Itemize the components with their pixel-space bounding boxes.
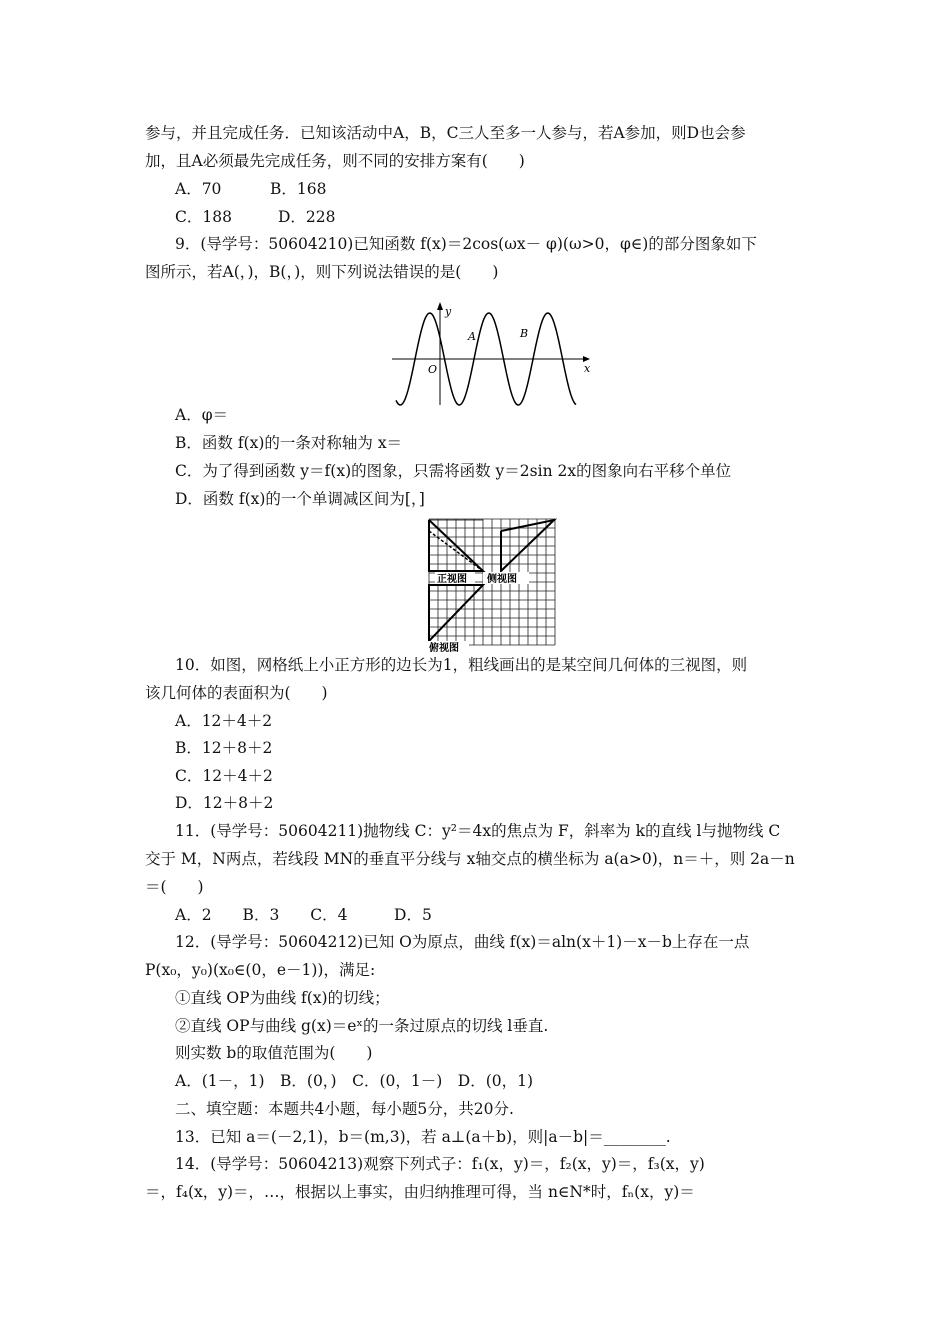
q8-option-a: A．70 [175,180,222,198]
q9-option-b: B．函数 f(x)的一条对称轴为 x＝ [175,434,403,452]
q10-line1: 10．如图，网格纸上小正方形的边长为1，粗线画出的是某空间几何体的三视图，则 [175,656,748,674]
q13-line: 13．已知 a＝(－2,1)，b＝(m,3)，若 a⊥(a＋b)，则|a－b|＝________. [175,1128,671,1146]
y-axis-label: y [445,305,452,318]
q11-line1: 11．(导学号：50604211)抛物线 C：y²＝4x的焦点为 F，斜率为 k的直线 l与抛物线 C [175,822,781,840]
q10-option-a: A．12＋4＋2 [175,712,273,730]
x-axis-label: x [584,362,591,375]
q10-option-c: C．12＋4＋2 [175,767,273,785]
top-view-label: 俯视图 [429,643,459,654]
q8-option-b: B．168 [270,180,327,198]
side-view-label: 侧视图 [487,574,517,585]
q12-condition-2: ②直线 OP与曲线 g(x)＝eˣ的一条过原点的切线 l垂直. [175,1017,549,1035]
q8-line1: 参与，并且完成任务．已知该活动中A，B，C三人至多一人参与，若A参加，则D也会参 [145,124,746,142]
origin-label: O [428,363,438,376]
q12-ask: 则实数 b的取值范围为( ) [175,1044,373,1062]
point-a-label: A [468,330,476,343]
q9-option-a: A．φ＝ [175,406,229,424]
q12-condition-1: ①直线 OP为曲线 f(x)的切线； [175,989,390,1007]
q9-option-d: D．函数 f(x)的一个单调减区间为[，] [175,490,425,508]
q9-option-c: C．为了得到函数 y＝f(x)的图象，只需将函数 y＝2sin 2x的图象向右平移个单位 [175,462,732,480]
q9-line1: 9．(导学号：50604210)已知函数 f(x)＝2cos(ωx－ φ)(ω>0，φ∈)的部分图象如下 [175,235,757,253]
q14-line1: 14．(导学号：50604213)观察下列式子：f₁(x，y)＝，f₂(x，y)＝，f₃(x，y) [175,1155,705,1173]
three-view-figure [425,515,559,655]
q8-line2: 加，且A必须最先完成任务，则不同的安排方案有( ) [145,152,525,170]
q11-line3: ＝( ) [145,878,204,896]
q8-option-c: C．188 [175,208,232,226]
q10-option-d: D．12＋8＋2 [175,794,274,812]
q12-options: A．(1－，1) B．(0，) C．(0，1－) D．(0，1) [175,1072,534,1090]
front-view-label: 正视图 [437,574,467,585]
q11-line2: 交于 M，N两点，若线段 MN的垂直平分线与 x轴交点的横坐标为 a(a>0)，n＝＋，则 2a－n [145,850,795,868]
q12-line2: P(x₀，y₀)(x₀∈(0，e－1))，满足: [145,961,376,979]
q10-line2: 该几何体的表面积为( ) [145,684,328,702]
q14-line2: ＝，f₄(x，y)＝，…，根据以上事实，由归纳推理可得，当 n∈N*时，fₙ(x，y)＝ [145,1183,695,1201]
point-b-label: B [520,327,529,340]
q11-options: A．2 B．3 C．4 D．5 [175,906,432,924]
section-2-heading: 二、填空题：本题共4小题，每小题5分，共20分. [175,1100,514,1118]
q10-option-b: B．12＋8＋2 [175,739,273,757]
q9-line2: 图所示，若A(，)，B(，)，则下列说法错误的是( ) [145,263,499,281]
y-axis-arrow [437,302,443,310]
q8-option-d: D．228 [278,208,336,226]
q12-line1: 12．(导学号：50604212)已知 O为原点，曲线 f(x)＝aln(x＋1)－x－b上存在一点 [175,933,750,951]
cosine-graph [390,295,600,410]
